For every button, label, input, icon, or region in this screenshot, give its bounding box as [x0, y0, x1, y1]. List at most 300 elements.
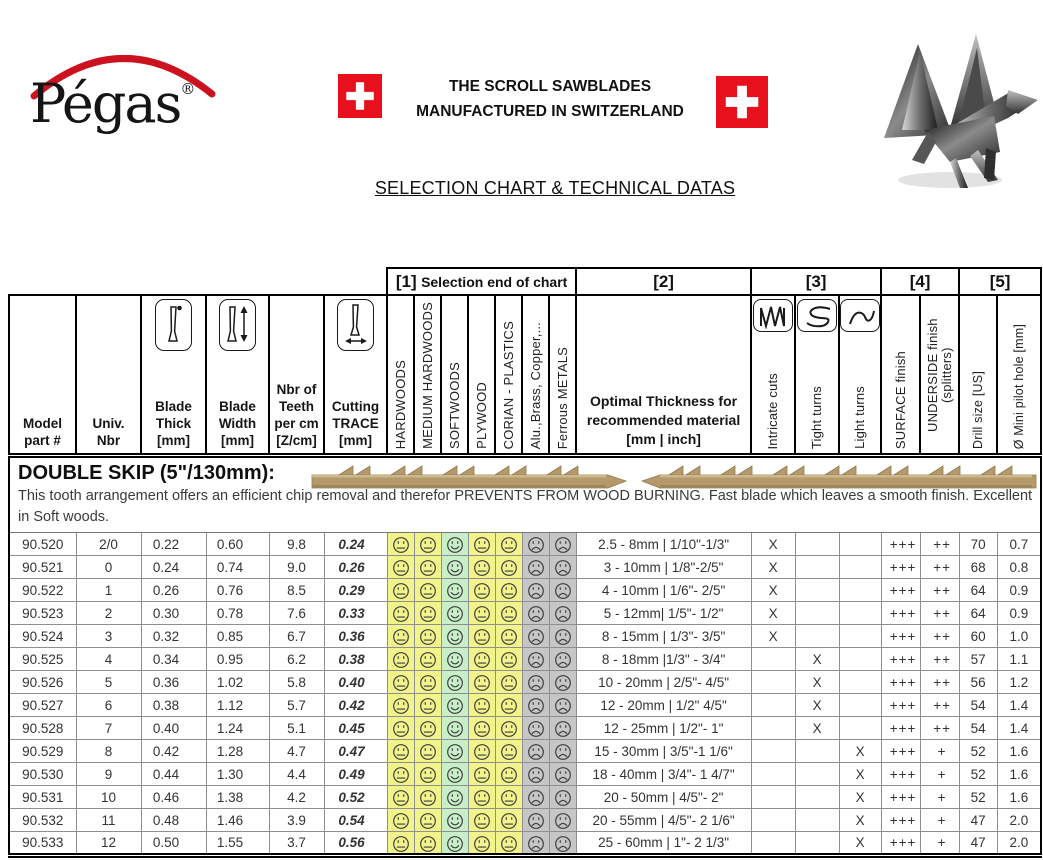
smiley-neutral-icon — [414, 579, 441, 602]
smiley-happy-icon — [441, 533, 468, 556]
cell-trace: 0.38 — [324, 648, 387, 671]
cell-thick: 0.30 — [141, 602, 206, 625]
smiley-neutral-icon — [387, 602, 414, 625]
smiley-sad-icon — [549, 809, 576, 832]
smiley-happy-icon — [441, 556, 468, 579]
cell-optimal: 8 - 18mm |1/3" - 3/4" — [576, 648, 751, 671]
band-5: [5] — [959, 268, 1041, 295]
cell-width: 0.85 — [206, 625, 269, 648]
smiley-neutral-icon — [468, 786, 495, 809]
cell-univ: 6 — [76, 694, 141, 717]
cell-pilot: 1.2 — [997, 671, 1041, 694]
smiley-sad-icon — [549, 556, 576, 579]
cell-width: 1.30 — [206, 763, 269, 786]
smiley-neutral-icon — [468, 579, 495, 602]
smiley-sad-icon — [549, 832, 576, 856]
cell-thick: 0.24 — [141, 556, 206, 579]
cell-univ: 5 — [76, 671, 141, 694]
smiley-neutral-icon — [387, 809, 414, 832]
cell-underside: ++ — [920, 694, 959, 717]
cell-model: 90.528 — [9, 717, 76, 740]
cell-underside: + — [920, 786, 959, 809]
cell-surface: +++ — [881, 809, 920, 832]
smiley-sad-icon — [549, 533, 576, 556]
smiley-neutral-icon — [495, 717, 522, 740]
section-row — [9, 456, 1041, 533]
smiley-neutral-icon — [495, 625, 522, 648]
smiley-neutral-icon — [387, 533, 414, 556]
smiley-sad-icon — [549, 786, 576, 809]
col-header-optimal-thickness: Optimal Thickness for recommended material [mm | inch] — [576, 295, 751, 456]
cell-univ: 9 — [76, 763, 141, 786]
cell-thick: 0.50 — [141, 832, 206, 856]
cutting-trace-icon — [337, 299, 374, 351]
cell-light — [839, 533, 881, 556]
smiley-sad-icon — [522, 763, 549, 786]
smiley-neutral-icon — [495, 579, 522, 602]
cell-thick: 0.38 — [141, 694, 206, 717]
col-header-underside-finish: UNDERSIDE finish (splitters) — [920, 295, 959, 456]
cell-model: 90.525 — [9, 648, 76, 671]
cell-thick: 0.40 — [141, 717, 206, 740]
cell-model: 90.522 — [9, 579, 76, 602]
cell-teeth: 5.8 — [269, 671, 324, 694]
blade-row — [9, 648, 1041, 671]
cell-width: 1.38 — [206, 786, 269, 809]
headline-line1: THE SCROLL SAWBLADES — [448, 78, 652, 95]
cell-pilot: 1.1 — [997, 648, 1041, 671]
smiley-happy-icon — [441, 694, 468, 717]
cell-optimal: 10 - 20mm | 2/5"- 4/5" — [576, 671, 751, 694]
smiley-neutral-icon — [468, 556, 495, 579]
col-header-drill-size: Drill size [US] — [959, 295, 997, 456]
cell-optimal: 18 - 40mm | 3/4"- 1 4/7" — [576, 763, 751, 786]
cell-tight — [795, 740, 839, 763]
cell-optimal: 20 - 55mm | 4/5"- 2 1/6" — [576, 809, 751, 832]
cell-tight — [795, 832, 839, 856]
cell-drill: 68 — [959, 556, 997, 579]
cell-trace: 0.33 — [324, 602, 387, 625]
smiley-neutral-icon — [387, 740, 414, 763]
cell-tight — [795, 579, 839, 602]
cell-univ: 1 — [76, 579, 141, 602]
cell-tight — [795, 763, 839, 786]
smiley-neutral-icon — [387, 648, 414, 671]
cell-light — [839, 717, 881, 740]
cell-trace: 0.42 — [324, 694, 387, 717]
smiley-sad-icon — [549, 717, 576, 740]
smiley-sad-icon — [522, 740, 549, 763]
cell-intricate — [751, 786, 795, 809]
cell-model: 90.527 — [9, 694, 76, 717]
cell-univ: 2 — [76, 602, 141, 625]
intricate-cuts-icon — [753, 299, 793, 332]
cell-pilot: 1.6 — [997, 786, 1041, 809]
cell-trace: 0.36 — [324, 625, 387, 648]
cell-width: 1.55 — [206, 832, 269, 856]
cell-drill: 52 — [959, 763, 997, 786]
headline — [388, 74, 712, 124]
cell-thick: 0.48 — [141, 809, 206, 832]
smiley-neutral-icon — [495, 602, 522, 625]
cell-univ: 12 — [76, 832, 141, 856]
cell-surface: +++ — [881, 579, 920, 602]
smiley-neutral-icon — [468, 602, 495, 625]
cell-drill: 70 — [959, 533, 997, 556]
smiley-sad-icon — [522, 579, 549, 602]
cell-intricate — [751, 832, 795, 856]
smiley-neutral-icon — [468, 717, 495, 740]
cell-teeth: 3.9 — [269, 809, 324, 832]
cell-univ: 4 — [76, 648, 141, 671]
cell-light — [839, 556, 881, 579]
smiley-happy-icon — [441, 832, 468, 856]
cell-pilot: 0.9 — [997, 579, 1041, 602]
cell-light — [839, 579, 881, 602]
cell-drill: 64 — [959, 579, 997, 602]
cell-intricate — [751, 717, 795, 740]
cell-trace: 0.54 — [324, 809, 387, 832]
cell-optimal: 12 - 25mm | 1/2"- 1" — [576, 717, 751, 740]
light-turns-icon — [840, 299, 880, 332]
cell-surface: +++ — [881, 786, 920, 809]
cell-model: 90.532 — [9, 809, 76, 832]
cell-surface: +++ — [881, 694, 920, 717]
smiley-neutral-icon — [414, 556, 441, 579]
cell-pilot: 1.4 — [997, 694, 1041, 717]
cell-underside: ++ — [920, 533, 959, 556]
smiley-neutral-icon — [468, 740, 495, 763]
cell-trace: 0.26 — [324, 556, 387, 579]
smiley-neutral-icon — [414, 671, 441, 694]
cell-model: 90.533 — [9, 832, 76, 856]
pegasus-sculpture-image — [858, 30, 1040, 192]
smiley-happy-icon — [441, 602, 468, 625]
cell-light: X — [839, 763, 881, 786]
cell-underside: + — [920, 763, 959, 786]
cell-surface: +++ — [881, 602, 920, 625]
smiley-sad-icon — [522, 625, 549, 648]
headline-line2: MANUFACTURED IN SWITZERLAND — [416, 103, 684, 120]
cell-thick: 0.22 — [141, 533, 206, 556]
smiley-neutral-icon — [387, 786, 414, 809]
cell-light — [839, 648, 881, 671]
blade-row — [9, 740, 1041, 763]
smiley-neutral-icon — [414, 625, 441, 648]
cell-drill: 54 — [959, 717, 997, 740]
cell-underside: ++ — [920, 602, 959, 625]
cell-underside: + — [920, 740, 959, 763]
cell-univ: 11 — [76, 809, 141, 832]
col-header-blade-thick: Blade Thick [mm] — [141, 295, 206, 456]
blade-width-icon — [219, 299, 256, 351]
cell-model: 90.531 — [9, 786, 76, 809]
smiley-sad-icon — [549, 740, 576, 763]
smiley-sad-icon — [549, 694, 576, 717]
smiley-happy-icon — [441, 625, 468, 648]
cell-intricate — [751, 740, 795, 763]
registered-mark: ® — [180, 80, 196, 98]
smiley-happy-icon — [441, 740, 468, 763]
cell-underside: ++ — [920, 671, 959, 694]
cell-intricate: X — [751, 556, 795, 579]
cell-intricate: X — [751, 625, 795, 648]
smiley-happy-icon — [441, 809, 468, 832]
cell-optimal: 8 - 15mm | 1/3"- 3/5" — [576, 625, 751, 648]
page-title: SELECTION CHART & TECHNICAL DATAS — [374, 178, 736, 198]
smiley-sad-icon — [549, 671, 576, 694]
cell-tight — [795, 602, 839, 625]
cell-surface: +++ — [881, 556, 920, 579]
cell-optimal: 15 - 30mm | 3/5"-1 1/6" — [576, 740, 751, 763]
smiley-sad-icon — [522, 648, 549, 671]
smiley-neutral-icon — [468, 763, 495, 786]
cell-model: 90.523 — [9, 602, 76, 625]
band-row — [9, 268, 1041, 295]
smiley-sad-icon — [522, 717, 549, 740]
pegas-logo — [22, 40, 222, 158]
blade-row — [9, 625, 1041, 648]
blade-row — [9, 786, 1041, 809]
col-header-surface-finish: SURFACE finish — [881, 295, 920, 456]
band-spacer — [9, 268, 387, 295]
cell-tight — [795, 786, 839, 809]
cell-teeth: 3.7 — [269, 832, 324, 856]
cell-underside: ++ — [920, 579, 959, 602]
col-header-teeth: Nbr of Teeth per cm [Z/cm] — [269, 295, 324, 456]
cell-tight: X — [795, 671, 839, 694]
cell-intricate: X — [751, 533, 795, 556]
blade-row — [9, 809, 1041, 832]
cell-width: 0.60 — [206, 533, 269, 556]
smiley-neutral-icon — [414, 809, 441, 832]
section-cell — [9, 456, 1041, 533]
col-header-alu-brass-copper: Alu.,Brass, Copper,... — [522, 295, 549, 456]
cell-trace: 0.45 — [324, 717, 387, 740]
cell-pilot: 1.6 — [997, 740, 1041, 763]
cell-univ: 3 — [76, 625, 141, 648]
blade-thickness-icon — [155, 299, 192, 351]
cell-width: 1.28 — [206, 740, 269, 763]
cell-trace: 0.47 — [324, 740, 387, 763]
smiley-neutral-icon — [495, 671, 522, 694]
smiley-neutral-icon — [414, 694, 441, 717]
cell-teeth: 5.7 — [269, 694, 324, 717]
section-description-line2: in Soft woods. — [18, 509, 110, 525]
cell-tight — [795, 625, 839, 648]
col-header-medium-hardwoods: MEDIUM HARDWOODS — [414, 295, 441, 456]
cell-univ: 0 — [76, 556, 141, 579]
smiley-sad-icon — [522, 694, 549, 717]
smiley-neutral-icon — [414, 533, 441, 556]
cell-univ: 7 — [76, 717, 141, 740]
smiley-happy-icon — [441, 763, 468, 786]
cell-tight: X — [795, 717, 839, 740]
cell-pilot: 1.4 — [997, 717, 1041, 740]
cell-intricate — [751, 648, 795, 671]
blade-row — [9, 602, 1041, 625]
cell-model: 90.530 — [9, 763, 76, 786]
cell-drill: 47 — [959, 832, 997, 856]
col-header-corian-plastics: CORIAN - PLASTICS — [495, 295, 522, 456]
smiley-neutral-icon — [495, 694, 522, 717]
smiley-sad-icon — [549, 579, 576, 602]
cell-pilot: 0.7 — [997, 533, 1041, 556]
smiley-neutral-icon — [495, 648, 522, 671]
smiley-sad-icon — [522, 533, 549, 556]
smiley-neutral-icon — [387, 694, 414, 717]
cell-drill: 56 — [959, 671, 997, 694]
cell-width: 0.74 — [206, 556, 269, 579]
band-3: [3] — [751, 268, 881, 295]
cell-width: 1.12 — [206, 694, 269, 717]
smiley-sad-icon — [522, 832, 549, 856]
smiley-neutral-icon — [495, 763, 522, 786]
smiley-sad-icon — [549, 763, 576, 786]
smiley-sad-icon — [549, 602, 576, 625]
smiley-neutral-icon — [387, 556, 414, 579]
cell-intricate: X — [751, 579, 795, 602]
cell-drill: 57 — [959, 648, 997, 671]
col-header-model: Model part # — [9, 295, 76, 456]
cell-teeth: 6.7 — [269, 625, 324, 648]
swiss-flag-icon — [716, 76, 768, 128]
cell-tight — [795, 556, 839, 579]
section-title: DOUBLE SKIP (5"/130mm): — [18, 462, 275, 484]
smiley-happy-icon — [441, 579, 468, 602]
cell-underside: ++ — [920, 717, 959, 740]
sawblade-photo — [308, 461, 1038, 491]
tight-turns-icon — [797, 299, 837, 332]
cell-surface: +++ — [881, 648, 920, 671]
cell-teeth: 7.6 — [269, 602, 324, 625]
cell-width: 1.46 — [206, 809, 269, 832]
col-header-ferrous-metals: Ferrous METALS — [549, 295, 576, 456]
cell-teeth: 8.5 — [269, 579, 324, 602]
cell-trace: 0.56 — [324, 832, 387, 856]
col-header-blade-width: Blade Width [mm] — [206, 295, 269, 456]
swiss-flag-icon — [338, 74, 382, 118]
smiley-neutral-icon — [414, 832, 441, 856]
smiley-neutral-icon — [468, 648, 495, 671]
cell-surface: +++ — [881, 533, 920, 556]
smiley-neutral-icon — [468, 533, 495, 556]
smiley-sad-icon — [522, 786, 549, 809]
cell-underside: ++ — [920, 625, 959, 648]
col-header-hardwoods: HARDWOODS — [387, 295, 414, 456]
band-4: [4] — [881, 268, 959, 295]
logo-text: Pégas® — [30, 72, 196, 135]
cell-tight: X — [795, 648, 839, 671]
cell-drill: 52 — [959, 786, 997, 809]
blade-row — [9, 717, 1041, 740]
cell-drill: 54 — [959, 694, 997, 717]
smiley-neutral-icon — [414, 763, 441, 786]
cell-thick: 0.26 — [141, 579, 206, 602]
section-description-line1: This tooth arrangement offers an efficient chip removal and therefor PREVENTS FROM WOOD BURNING. Fast blade which leaves a smooth finish. Excellent — [18, 488, 1033, 504]
smiley-happy-icon — [441, 786, 468, 809]
smiley-neutral-icon — [414, 648, 441, 671]
cell-trace: 0.49 — [324, 763, 387, 786]
cell-thick: 0.36 — [141, 671, 206, 694]
cell-optimal: 3 - 10mm | 1/8"-2/5" — [576, 556, 751, 579]
cell-intricate — [751, 671, 795, 694]
smiley-happy-icon — [441, 648, 468, 671]
band-1: [1] Selection end of chart — [387, 268, 576, 295]
cell-surface: +++ — [881, 740, 920, 763]
cell-light: X — [839, 786, 881, 809]
smiley-neutral-icon — [495, 556, 522, 579]
cell-pilot: 1.6 — [997, 763, 1041, 786]
col-header-pilot-hole: Ø Mini pilot hole [mm] — [997, 295, 1041, 456]
cell-intricate — [751, 694, 795, 717]
cell-thick: 0.42 — [141, 740, 206, 763]
cell-pilot: 0.9 — [997, 602, 1041, 625]
blade-row — [9, 579, 1041, 602]
blade-row — [9, 671, 1041, 694]
cell-underside: ++ — [920, 556, 959, 579]
cell-model: 90.524 — [9, 625, 76, 648]
band-2: [2] — [576, 268, 751, 295]
smiley-sad-icon — [549, 625, 576, 648]
smiley-happy-icon — [441, 717, 468, 740]
smiley-neutral-icon — [468, 832, 495, 856]
col-header-softwoods: SOFTWOODS — [441, 295, 468, 456]
smiley-sad-icon — [522, 809, 549, 832]
smiley-neutral-icon — [468, 625, 495, 648]
col-header-intricate-cuts: Intricate cuts — [751, 295, 795, 456]
cell-intricate — [751, 763, 795, 786]
cell-drill: 60 — [959, 625, 997, 648]
cell-teeth: 4.7 — [269, 740, 324, 763]
smiley-neutral-icon — [495, 809, 522, 832]
smiley-neutral-icon — [414, 786, 441, 809]
cell-light — [839, 694, 881, 717]
blade-row — [9, 533, 1041, 556]
cell-pilot: 1.0 — [997, 625, 1041, 648]
cell-underside: + — [920, 809, 959, 832]
cell-surface: +++ — [881, 717, 920, 740]
cell-optimal: 2.5 - 8mm | 1/10"-1/3" — [576, 533, 751, 556]
cell-drill: 47 — [959, 809, 997, 832]
smiley-neutral-icon — [387, 832, 414, 856]
cell-tight: X — [795, 694, 839, 717]
cell-tight — [795, 533, 839, 556]
smiley-sad-icon — [522, 556, 549, 579]
col-header-light-turns: Light turns — [839, 295, 881, 456]
smiley-sad-icon — [522, 602, 549, 625]
cell-light — [839, 602, 881, 625]
cell-thick: 0.34 — [141, 648, 206, 671]
cell-surface: +++ — [881, 832, 920, 856]
cell-thick: 0.44 — [141, 763, 206, 786]
cell-thick: 0.32 — [141, 625, 206, 648]
col-header-tight-turns: Tight turns — [795, 295, 839, 456]
cell-model: 90.520 — [9, 533, 76, 556]
column-header-row — [9, 295, 1041, 456]
cell-model: 90.529 — [9, 740, 76, 763]
cell-teeth: 9.8 — [269, 533, 324, 556]
smiley-neutral-icon — [387, 625, 414, 648]
cell-intricate — [751, 809, 795, 832]
smiley-neutral-icon — [387, 671, 414, 694]
smiley-sad-icon — [522, 671, 549, 694]
cell-surface: +++ — [881, 763, 920, 786]
cell-trace: 0.52 — [324, 786, 387, 809]
cell-drill: 52 — [959, 740, 997, 763]
smiley-neutral-icon — [495, 533, 522, 556]
cell-trace: 0.24 — [324, 533, 387, 556]
